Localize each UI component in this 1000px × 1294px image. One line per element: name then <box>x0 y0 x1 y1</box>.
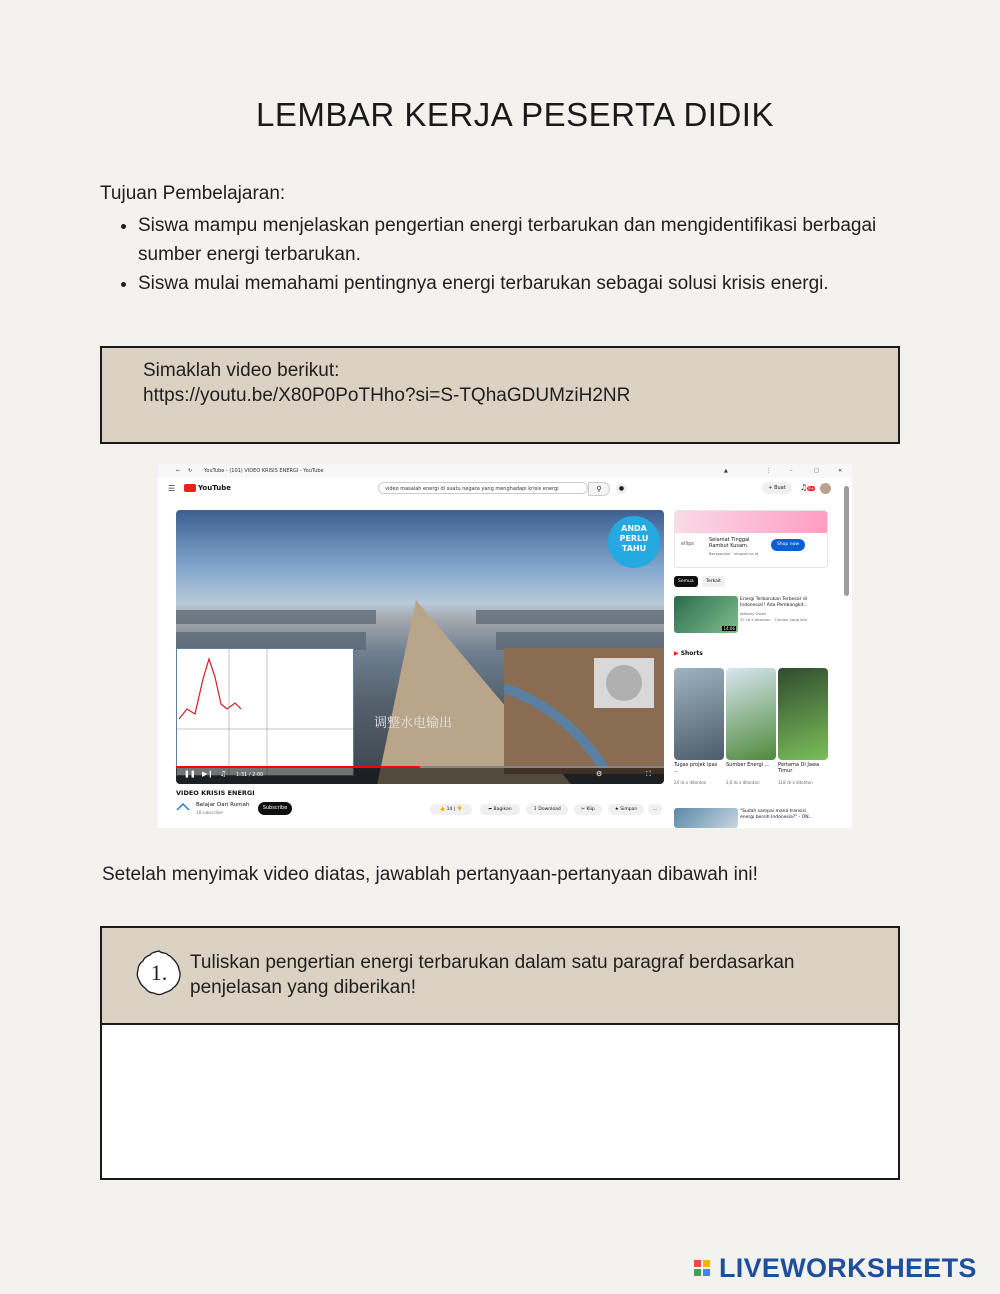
shorts-icon: ▶ <box>674 650 679 657</box>
youtube-screenshot <box>158 464 852 828</box>
question-number-badge <box>135 949 183 997</box>
instruction-text: Setelah menyimak video diatas, jawablah pertanyaan-pertanyaan dibawah ini! <box>102 864 758 885</box>
hamburger-icon: ☰ <box>168 484 176 493</box>
search-icon: ⚲ <box>588 482 610 496</box>
short-title: Pertama Di Jawa Timur <box>778 762 820 774</box>
short-thumb <box>778 668 828 760</box>
channel-name: Belajar Dari Rumah <box>196 802 250 808</box>
subscribe-button: Subscribe <box>258 802 292 815</box>
video-title: VIDEO KRISIS ENERGI <box>176 789 255 797</box>
chip-all: Semua <box>674 576 698 587</box>
search-input: video masalah energi di suatu negara yang menghadapi krisis energi <box>378 482 588 494</box>
ad-banner <box>675 511 827 533</box>
mic-icon: ● <box>616 483 627 494</box>
clip-label: Klip <box>586 807 595 812</box>
turbine-illustration <box>504 648 664 774</box>
objective-item: • Siswa mulai memahami pentingnya energi terbarukan sebagai solusi krisis energi. <box>138 269 908 298</box>
volume-icon: ♫ <box>220 770 227 778</box>
page-title: LEMBAR KERJA PESERTA DIDIK <box>256 96 774 133</box>
like-button: 👍 14 | 👎 <box>430 804 472 815</box>
objectives-label: Tujuan Pembelajaran: <box>100 183 286 204</box>
rec-meta: 37 rb x ditonton · 3 bulan yang lalu <box>740 617 808 622</box>
browser-titlebar <box>158 464 852 478</box>
rec-duration: 14:06 <box>723 626 735 631</box>
menu-dots-icon: ⋮ <box>766 468 771 474</box>
youtube-logo-text: YouTube <box>198 484 231 492</box>
download-button: ↧ Download <box>526 804 568 815</box>
save-button: ★ Simpan <box>608 804 644 815</box>
settings-icon: ⚙ <box>596 770 603 778</box>
shorts-label: Shorts <box>680 650 703 657</box>
shorts-heading <box>674 650 703 657</box>
short-views: 24 rb x ditonton <box>674 780 707 785</box>
avatar <box>820 483 831 494</box>
share-label: Bagikan <box>493 807 512 812</box>
video-caption: 调整水电输出 <box>374 716 453 731</box>
logo-square <box>694 1269 701 1276</box>
rec-thumbnail <box>674 596 738 633</box>
short-views: 2,6 rb x ditonton <box>726 780 760 785</box>
shop-now-button: Shop now <box>771 539 805 551</box>
objective-item: • Siswa mampu menjelaskan pengertian energi terbarukan dan mengidentifikasi berbagai sumber energi terbarukan. <box>138 211 908 269</box>
extension-icon: ▲ <box>724 468 728 474</box>
channel-logo-icon <box>176 802 190 812</box>
youtube-logo-icon <box>184 484 196 492</box>
info-badge: ANDA PERLU TAHU <box>608 516 660 568</box>
more-button: ... <box>648 804 662 815</box>
tab-title: YouTube - (101) VIDEO KRISIS ENERGI - YouTube <box>204 468 324 474</box>
objectives-list <box>108 211 908 298</box>
back-icon: ← <box>176 468 181 474</box>
logo-square <box>703 1269 710 1276</box>
rec-channel: Jatheny Gwen <box>740 611 767 616</box>
clip-button: ✂ Klip <box>574 804 602 815</box>
footer-brand: LIVEWORKSHEETS <box>719 1253 977 1283</box>
turbine-inset <box>504 648 664 774</box>
ad-sponsor: Bersponsor · shopee.co.id <box>709 551 759 556</box>
next-icon: ▶❙ <box>202 770 214 778</box>
download-label: Download <box>538 807 561 812</box>
channel-subs: 18 subscriber <box>196 810 224 815</box>
fullscreen-icon: ⛶ <box>646 770 651 778</box>
share-button: ➦ Bagikan <box>480 804 520 815</box>
logo-square <box>694 1260 701 1267</box>
chip-related: Terkait <box>702 576 725 587</box>
short-thumb <box>674 668 724 760</box>
graph-line <box>177 649 353 775</box>
rec2-thumbnail <box>674 808 738 828</box>
power-graph <box>176 648 354 776</box>
ad-card <box>674 510 828 568</box>
video-link-box <box>100 346 900 444</box>
pause-icon: ❚❚ <box>184 770 196 778</box>
notification-count: 9+ <box>808 486 815 491</box>
question-number: 1. <box>150 960 168 985</box>
ad-title: Selamat Tinggal Rambut Kusam. <box>709 537 750 549</box>
video-prompt: Simaklah video berikut: <box>143 360 340 381</box>
like-count: 14 <box>446 807 453 812</box>
time-display: 1:31 / 2:00 <box>236 772 264 778</box>
short-views: 118 rb x ditonton <box>778 780 813 785</box>
scrollbar <box>844 486 849 596</box>
save-label: Simpan <box>620 807 638 812</box>
short-thumb <box>726 668 776 760</box>
answer-field[interactable] <box>102 1025 898 1178</box>
restore-icon: □ <box>814 468 819 474</box>
short-title: Sumber Energi ... <box>726 762 770 768</box>
question-header <box>102 928 898 1025</box>
question-text: Tuliskan pengertian energi terbarukan dalam satu paragraf berdasarkan penjelasan yang diberikan! <box>190 952 795 998</box>
short-title: Tugas projek ipas ... <box>674 762 718 774</box>
rec-title: Energi Terbarukan Terbesar di Indonesia!! Ada Pembangkit... <box>740 597 808 608</box>
ad-brand: ellips <box>681 541 695 547</box>
close-icon: ✕ <box>838 468 843 474</box>
create-button: + Buat <box>762 482 792 494</box>
minimize-icon: – <box>790 468 793 474</box>
logo-square <box>703 1260 710 1267</box>
reload-icon: ↻ <box>188 468 193 474</box>
rec2-title: "Sudah sampai mana transisi energi bersih Indonesia?" - ON... <box>740 809 813 820</box>
video-player <box>176 510 664 784</box>
video-link[interactable]: https://youtu.be/X80P0PoTHho?si=S-TQhaGDUMziH2NR <box>143 385 631 406</box>
bell-icon: ♫9+ <box>800 483 815 492</box>
question-box <box>100 926 900 1180</box>
